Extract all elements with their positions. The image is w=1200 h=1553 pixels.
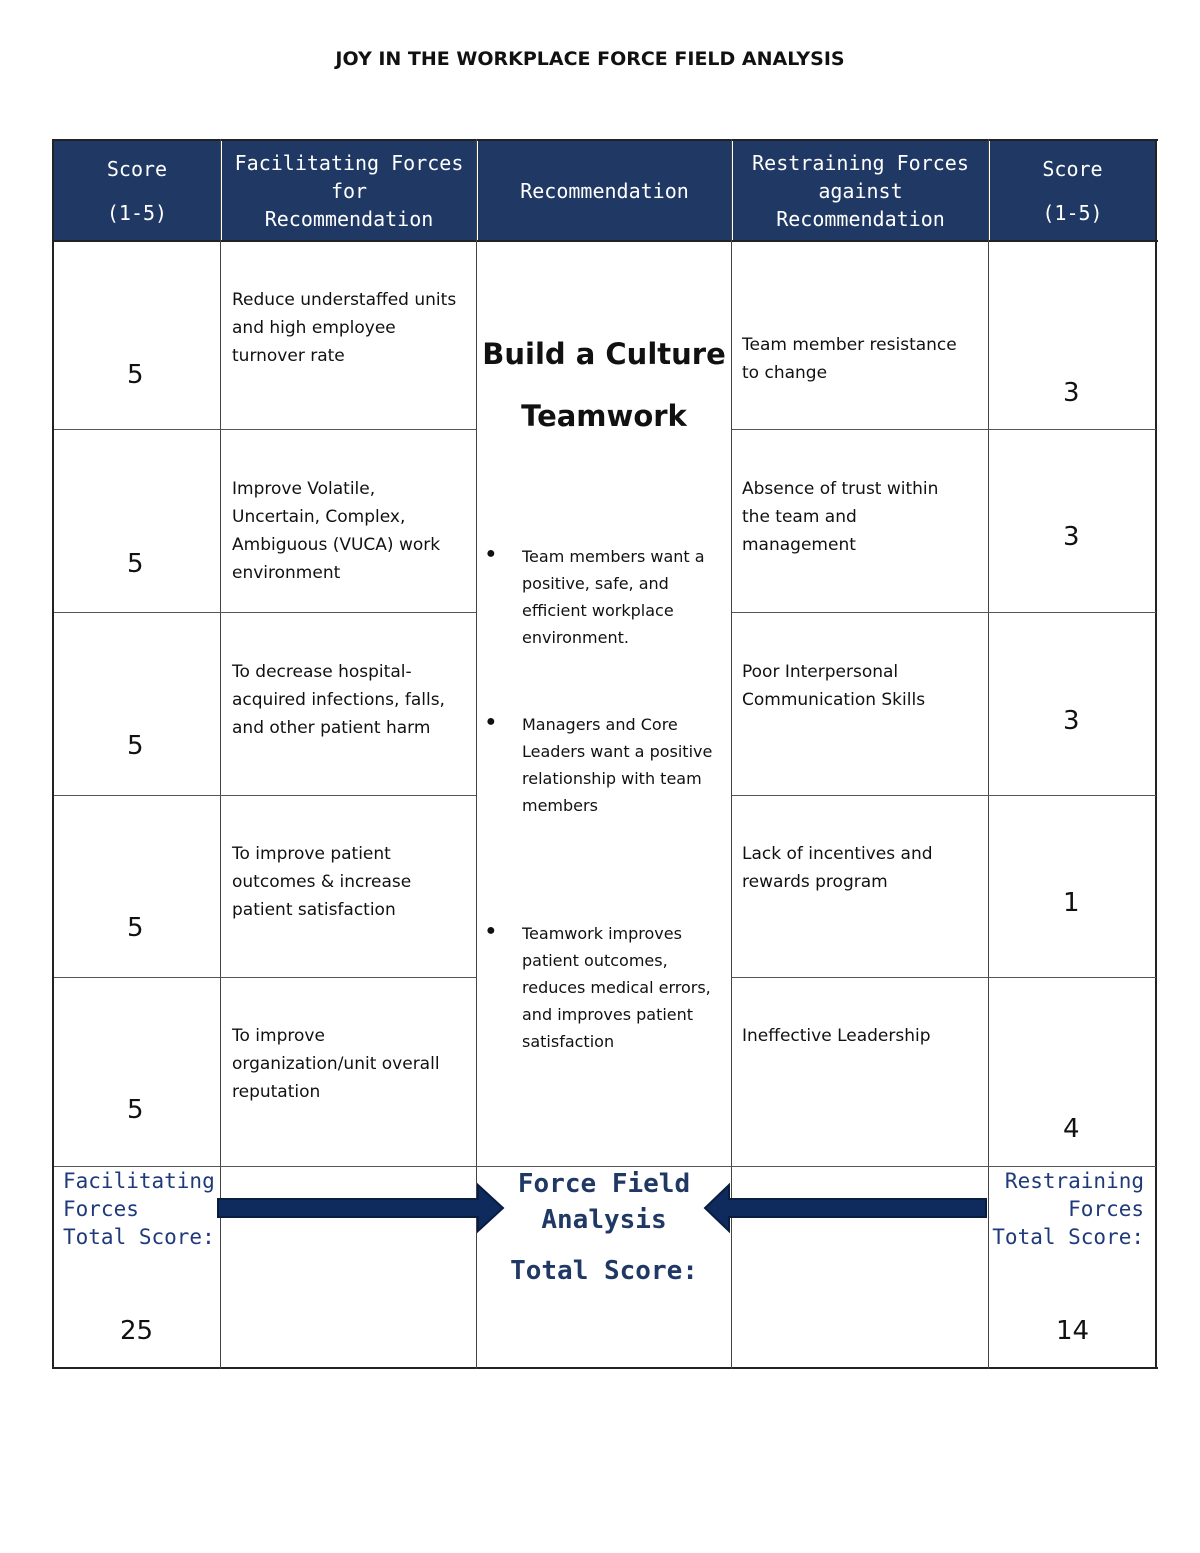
header-score-right-line1: Score (1042, 156, 1103, 181)
col-divider-4 (988, 139, 989, 1369)
row-divider-right-4 (732, 977, 1156, 978)
recommendation-bullet-1-line4: environment. (522, 628, 629, 647)
facilitating-force-3-line3: and other patient harm (232, 718, 431, 738)
facilitating-total-label (63, 1167, 215, 1251)
recommendation-bullet-1 (522, 543, 727, 651)
row-divider-left-2 (54, 612, 476, 613)
restraining-force-2-line2: the team and (742, 507, 857, 527)
left-arrow-icon (702, 1182, 988, 1234)
header-restraining (733, 141, 988, 240)
recommendation-bullet-2-line1: Managers and Core (522, 715, 678, 734)
facilitating-force-1-line1: Reduce understaffed units (232, 290, 457, 310)
facilitating-force-5-line2: organization/unit overall (232, 1054, 440, 1074)
recommendation-bullet-3-line5: satisfaction (522, 1032, 615, 1051)
facilitating-force-5-line1: To improve (232, 1026, 325, 1046)
header-restraining-line1: Restraining Forces (752, 150, 969, 175)
recommendation-bullet-2-line2: Leaders want a positive (522, 742, 713, 761)
facilitating-force-5 (232, 1022, 472, 1106)
facilitating-total-label-line1: Facilitating (63, 1169, 215, 1193)
right-arrow-icon (216, 1182, 506, 1234)
res-score-1: 3 (1063, 378, 1080, 408)
header-score-right-line2: (1-5) (1042, 200, 1103, 225)
table-left-border (52, 139, 54, 1369)
header-score-left-line2: (1-5) (106, 200, 168, 225)
restraining-force-2-line3: management (742, 535, 856, 555)
header-recommendation-label: Recommendation (520, 178, 689, 203)
facilitating-total-label-line2: Forces (63, 1197, 139, 1221)
row-divider-left-1 (54, 429, 476, 430)
center-total-label-line2: Analysis (541, 1205, 667, 1235)
header-bottom-border (52, 240, 1158, 242)
restraining-total-label-line2: Forces (1068, 1197, 1144, 1221)
restraining-force-1-line1: Team member resistance (742, 335, 957, 355)
restraining-force-3-line1: Poor Interpersonal (742, 662, 899, 682)
bullet-icon-3: ● (486, 922, 496, 939)
recommendation-bullet-1-line1: Team members want a (522, 547, 705, 566)
restraining-force-5 (742, 1022, 982, 1050)
restraining-total-score: 14 (1056, 1316, 1090, 1346)
header-score-left-line1: Score (106, 156, 168, 181)
fac-score-2: 5 (127, 549, 144, 579)
header-recommendation (478, 141, 731, 240)
recommendation-bullet-1-line2: positive, safe, and (522, 574, 669, 593)
fac-score-3: 5 (127, 731, 144, 761)
recommendation-title-line2: Teamwork (521, 399, 687, 433)
bullet-icon-1: ● (486, 545, 496, 562)
facilitating-total-score: 25 (120, 1316, 154, 1346)
facilitating-force-3 (232, 658, 472, 742)
restraining-force-1-line2: to change (742, 363, 828, 383)
restraining-force-4-line2: rewards program (742, 872, 888, 892)
table-right-border (1155, 139, 1157, 1369)
recommendation-bullet-3-line2: patient outcomes, (522, 951, 668, 970)
fac-score-5: 5 (127, 1095, 144, 1125)
res-score-4: 1 (1063, 888, 1080, 918)
row-divider-left-3 (54, 795, 476, 796)
facilitating-force-4-line1: To improve patient (232, 844, 391, 864)
row-divider-left-4 (54, 977, 476, 978)
recommendation-title-line1: Build a Culture (482, 337, 726, 371)
res-score-3: 3 (1063, 706, 1080, 736)
facilitating-force-4-line2: outcomes & increase (232, 872, 412, 892)
header-score-right (990, 141, 1155, 240)
facilitating-force-1 (232, 286, 472, 370)
facilitating-force-2-line4: environment (232, 563, 341, 583)
facilitating-force-4 (232, 840, 472, 924)
restraining-force-3 (742, 658, 982, 714)
header-score-left (54, 141, 220, 240)
res-score-5: 4 (1063, 1114, 1080, 1144)
fac-score-1: 5 (127, 360, 144, 390)
facilitating-force-4-line3: patient satisfaction (232, 900, 396, 920)
header-facilitating-line2: for (330, 178, 368, 203)
recommendation-bullet-3 (522, 920, 727, 1055)
header-restraining-line2: against (818, 178, 903, 203)
recommendation-bullet-1-line3: efficient workplace (522, 601, 674, 620)
restraining-force-1 (742, 331, 982, 387)
restraining-total-label-line1: Restraining (1004, 1169, 1144, 1193)
recommendation-bullet-3-line3: reduces medical errors, (522, 978, 711, 997)
facilitating-total-label-line3: Total Score: (63, 1225, 215, 1249)
restraining-total-label-line3: Total Score: (992, 1225, 1144, 1249)
header-facilitating-line1: Facilitating Forces (234, 150, 464, 175)
facilitating-force-1-line2: and high employee (232, 318, 396, 338)
restraining-force-4-line1: Lack of incentives and (742, 844, 933, 864)
restraining-force-3-line2: Communication Skills (742, 690, 926, 710)
facilitating-force-3-line2: acquired infections, falls, (232, 690, 445, 710)
res-score-2: 3 (1063, 522, 1080, 552)
row-divider-right-1 (732, 429, 1156, 430)
fac-score-4: 5 (127, 913, 144, 943)
facilitating-force-2-line3: Ambiguous (VUCA) work (232, 535, 441, 555)
facilitating-force-5-line3: reputation (232, 1082, 321, 1102)
header-facilitating (222, 141, 476, 240)
facilitating-force-2-line2: Uncertain, Complex, (232, 507, 406, 527)
row-divider-right-2 (732, 612, 1156, 613)
header-restraining-line3: Recommendation (776, 206, 945, 231)
center-total-label-line1: Force Field (517, 1169, 691, 1199)
recommendation-bullet-3-line1: Teamwork improves (522, 924, 682, 943)
facilitating-force-3-line1: To decrease hospital- (232, 662, 412, 682)
restraining-force-2 (742, 475, 982, 559)
row-divider-right-3 (732, 795, 1156, 796)
header-facilitating-line3: Recommendation (264, 206, 434, 231)
recommendation-bullet-2 (522, 711, 727, 819)
recommendation-bullet-2-line4: members (522, 796, 598, 815)
bullet-icon-2: ● (486, 713, 496, 730)
recommendation-bullet-2-line3: relationship with team (522, 769, 702, 788)
restraining-force-4 (742, 840, 982, 896)
restraining-force-5-line1: Ineffective Leadership (742, 1026, 931, 1046)
restraining-force-2-line1: Absence of trust within (742, 479, 939, 499)
restraining-total-label (990, 1167, 1144, 1251)
document-title: JOY IN THE WORKPLACE FORCE FIELD ANALYSIS (335, 48, 845, 70)
table-top-border (52, 139, 1158, 141)
center-total-label-line3: Total Score: (510, 1256, 698, 1286)
facilitating-force-1-line3: turnover rate (232, 346, 345, 366)
facilitating-force-2-line1: Improve Volatile, (232, 479, 376, 499)
recommendation-bullet-3-line4: and improves patient (522, 1005, 694, 1024)
facilitating-force-2 (232, 475, 472, 587)
table-bottom-border (52, 1367, 1158, 1369)
